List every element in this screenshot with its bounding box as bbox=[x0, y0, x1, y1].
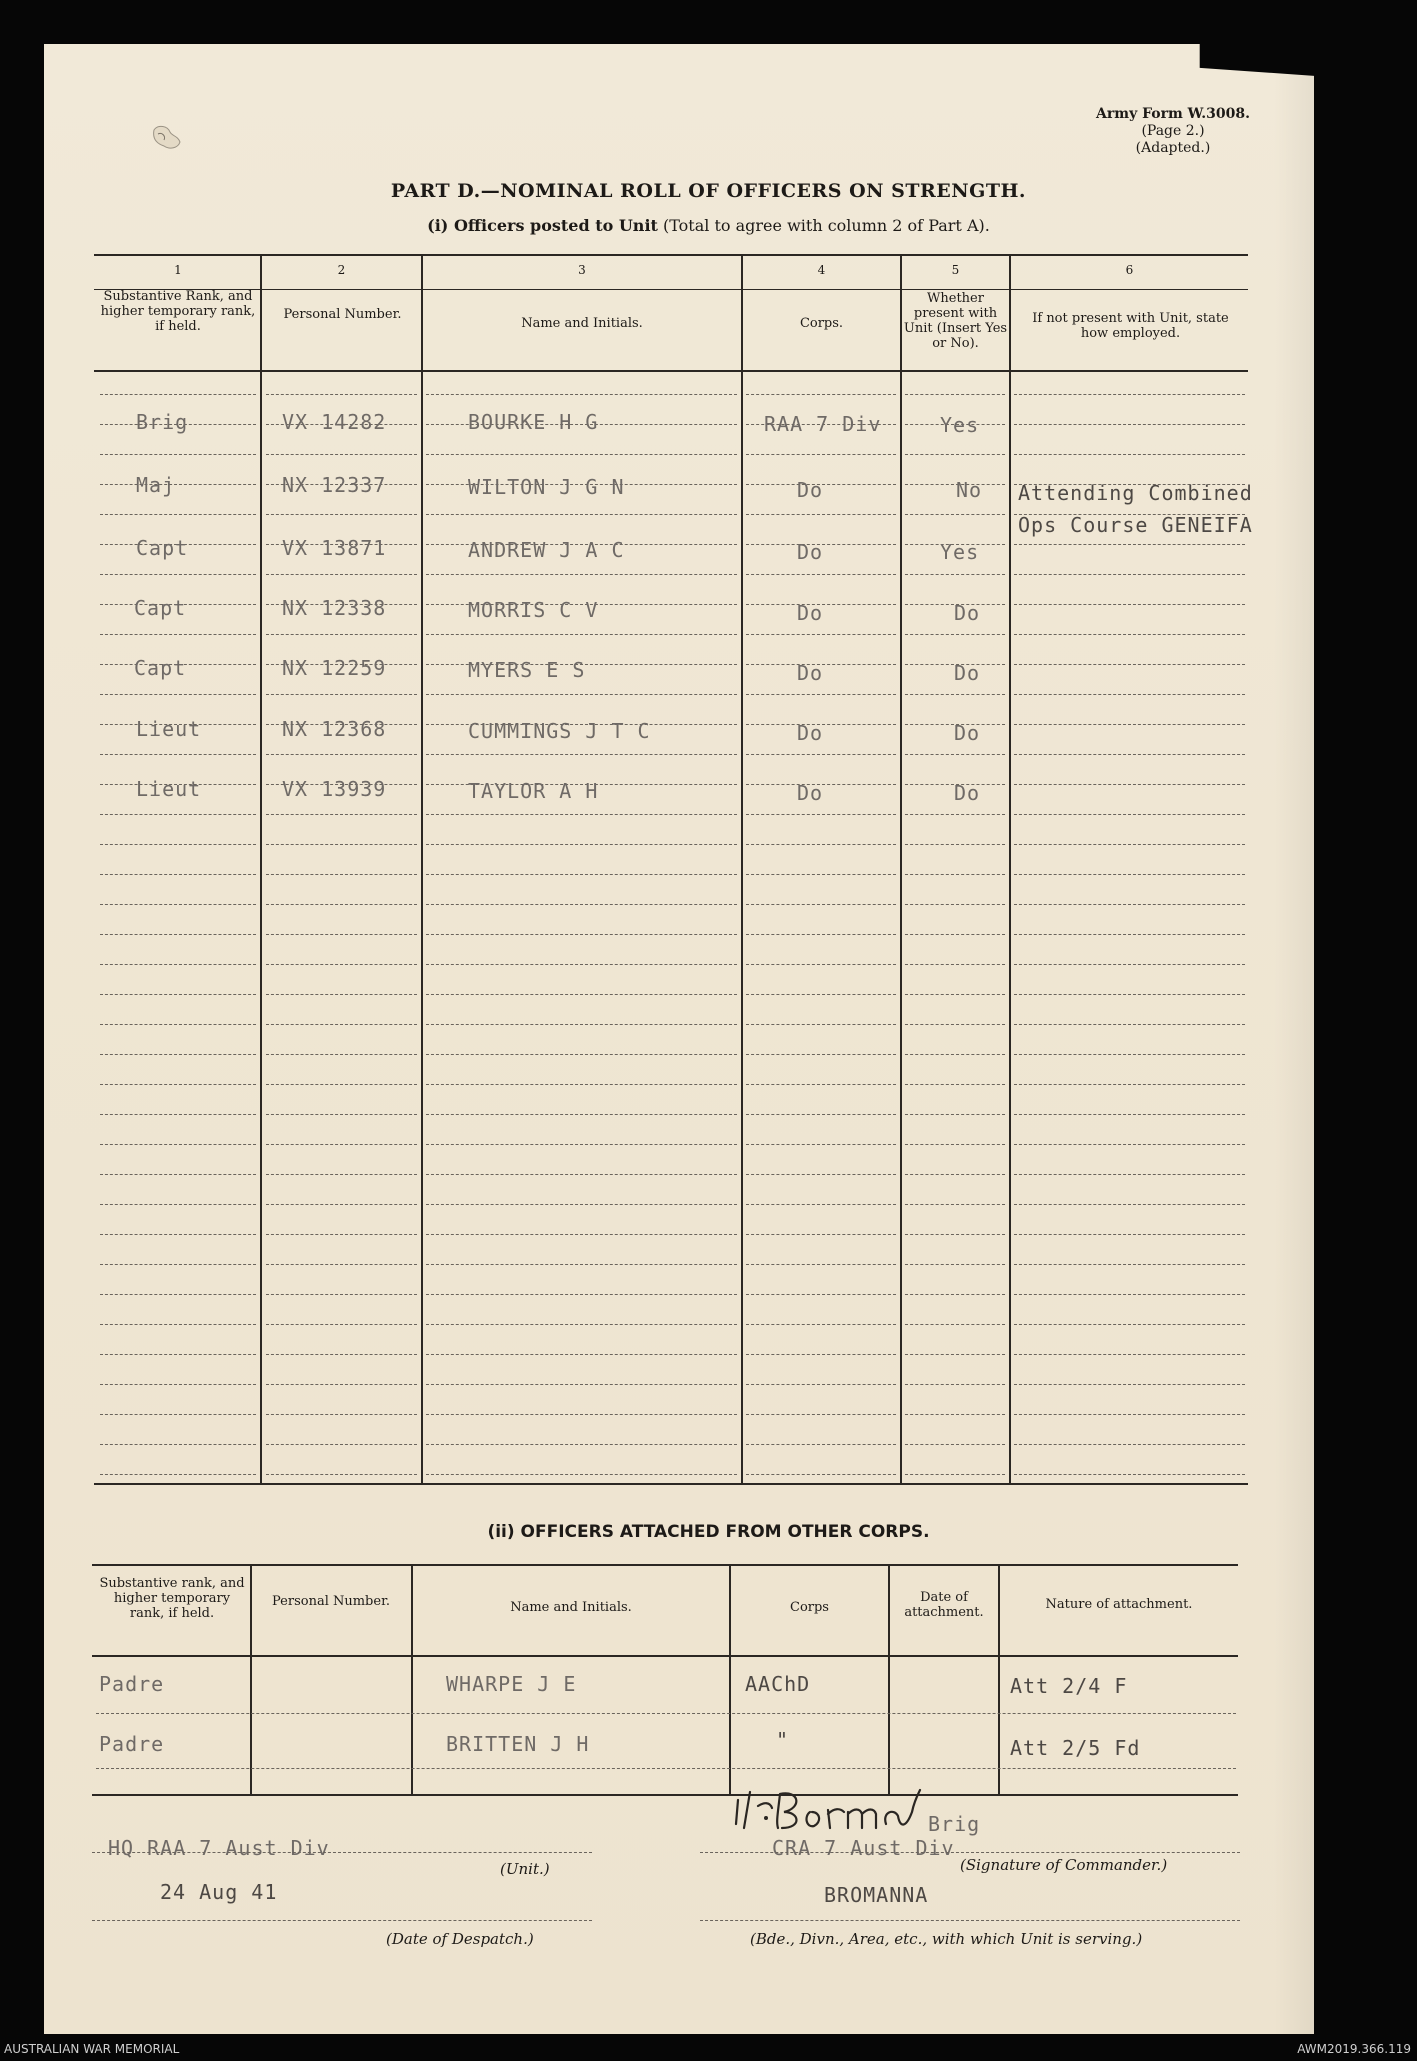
ruled-line-segment bbox=[905, 1324, 1005, 1325]
ruled-line-segment bbox=[266, 694, 417, 695]
ruled-line-segment bbox=[426, 1294, 737, 1295]
ruled-line-segment bbox=[905, 1444, 1005, 1445]
ruled-line-segment bbox=[426, 1084, 737, 1085]
row-corps: Do bbox=[797, 661, 824, 685]
ruled-line-segment bbox=[100, 904, 256, 905]
ruled-line-segment bbox=[266, 1354, 417, 1355]
ruled-line-segment bbox=[1014, 1414, 1245, 1415]
ruled-line-segment bbox=[905, 694, 1005, 695]
row-name: MORRIS C V bbox=[468, 598, 599, 622]
ruled-line-segment bbox=[746, 964, 896, 965]
subtitle-bold: (i) Officers posted to Unit bbox=[427, 216, 658, 235]
ruled-line-segment bbox=[1014, 784, 1245, 785]
serving-value: BROMANNA bbox=[824, 1883, 929, 1907]
ruled-line-segment bbox=[905, 1234, 1005, 1235]
ruled-line-segment bbox=[266, 1264, 417, 1265]
unit-value: HQ RAA 7 Aust Div bbox=[108, 1836, 330, 1860]
row-nature: Att 2/5 Fd bbox=[1010, 1736, 1141, 1760]
ruled-line-segment bbox=[426, 1204, 737, 1205]
ruled-line-segment bbox=[905, 814, 1005, 815]
header-bottom-rule bbox=[94, 370, 1248, 372]
ruled-line-segment bbox=[746, 574, 896, 575]
row-corps: Do bbox=[797, 478, 824, 502]
col-divider-2 bbox=[421, 254, 423, 1484]
ruled-line-segment bbox=[426, 1234, 737, 1235]
row-rank: Lieut bbox=[136, 717, 202, 741]
ruled-line-segment bbox=[266, 634, 417, 635]
row-name: TAYLOR A H bbox=[468, 779, 599, 803]
ruled-line-segment bbox=[266, 844, 417, 845]
ruled-line-segment bbox=[426, 874, 737, 875]
ruled-line-segment bbox=[100, 874, 256, 875]
ruled-line-segment bbox=[426, 394, 737, 395]
ruled-line-segment bbox=[426, 844, 737, 845]
ruled-line-segment bbox=[100, 1174, 256, 1175]
ruled-line-segment bbox=[1014, 754, 1245, 755]
ruled-line-segment bbox=[905, 1174, 1005, 1175]
ruled-line-segment bbox=[905, 394, 1005, 395]
ruled-line-segment bbox=[746, 1174, 896, 1175]
ruled-line-segment bbox=[1014, 424, 1245, 425]
ruled-line-segment bbox=[905, 904, 1005, 905]
ruled-line-segment bbox=[266, 514, 417, 515]
ruled-line-segment bbox=[100, 1264, 256, 1265]
ruled-line-segment bbox=[1014, 1144, 1245, 1145]
ruled-line-segment bbox=[100, 484, 256, 485]
row-employed: Attending Combined bbox=[1018, 481, 1253, 505]
despatch-date-value: 24 Aug 41 bbox=[160, 1880, 278, 1904]
part-ii-header-corps: Corps bbox=[790, 1600, 829, 1615]
colnum-rule bbox=[94, 289, 1248, 290]
ruled-line-segment bbox=[266, 1444, 417, 1445]
archive-credit: AUSTRALIAN WAR MEMORIAL bbox=[4, 2042, 180, 2056]
ruled-line-segment bbox=[1014, 874, 1245, 875]
ruled-line-segment bbox=[905, 1414, 1005, 1415]
ruled-line-segment bbox=[100, 1324, 256, 1325]
ruled-line-segment bbox=[1014, 1444, 1245, 1445]
commander-line bbox=[700, 1852, 1240, 1853]
ruled-line-segment bbox=[1014, 1084, 1245, 1085]
ruled-line-segment bbox=[905, 1054, 1005, 1055]
ruled-line-segment bbox=[746, 754, 896, 755]
ruled-line-segment bbox=[905, 1204, 1005, 1205]
ruled-line-segment bbox=[100, 694, 256, 695]
ruled-line-segment bbox=[905, 1114, 1005, 1115]
part-ii-header-name: Name and Initials. bbox=[510, 1600, 632, 1615]
row-rank: Capt bbox=[134, 656, 187, 680]
ruled-line-segment bbox=[1014, 664, 1245, 665]
colnum-5: 5 bbox=[951, 263, 960, 277]
unit-line bbox=[92, 1852, 592, 1853]
commander-value: CRA 7 Aust Div bbox=[772, 1836, 955, 1860]
ruled-line-segment bbox=[746, 904, 896, 905]
ruled-line-segment bbox=[746, 874, 896, 875]
ruled-line-segment bbox=[746, 1294, 896, 1295]
row-name: ANDREW J A C bbox=[468, 538, 625, 562]
colnum-1: 1 bbox=[174, 263, 182, 277]
ruled-line-segment bbox=[1014, 574, 1245, 575]
ruled-line-segment bbox=[746, 634, 896, 635]
part-ii-bottom-rule bbox=[92, 1794, 1238, 1796]
row-name: WHARPE J E bbox=[446, 1672, 577, 1696]
row-name: CUMMINGS J T C bbox=[468, 719, 651, 743]
row-corps: Do bbox=[797, 540, 824, 564]
header-employed: If not present with Unit, state how employed. bbox=[1032, 311, 1229, 341]
ruled-line-segment bbox=[746, 1414, 896, 1415]
ruled-line-segment bbox=[266, 1084, 417, 1085]
ruled-line-segment bbox=[1014, 1054, 1245, 1055]
ruled-line-segment bbox=[1014, 814, 1245, 815]
ruled-line-segment bbox=[266, 1174, 417, 1175]
row-nature: Att 2/4 F bbox=[1010, 1674, 1128, 1698]
ruled-line-segment bbox=[905, 484, 1005, 485]
form-ref-line2: (Page 2.) bbox=[1141, 123, 1205, 139]
ruled-line-segment bbox=[100, 934, 256, 935]
part-ii-header-rank: Substantive rank, and higher temporary rank, if held. bbox=[99, 1576, 245, 1621]
punch-hole-mark bbox=[148, 122, 186, 154]
col-divider-1 bbox=[260, 254, 262, 1484]
ruled-line-segment bbox=[746, 844, 896, 845]
ruled-line-segment bbox=[426, 634, 737, 635]
ruled-line-segment bbox=[100, 814, 256, 815]
header-personal-number: Personal Number. bbox=[283, 307, 402, 322]
header-name: Name and Initials. bbox=[521, 316, 643, 331]
ruled-line-segment bbox=[426, 1114, 737, 1115]
ruled-line-segment bbox=[100, 1384, 256, 1385]
ruled-line-segment bbox=[746, 934, 896, 935]
ruled-line-segment bbox=[266, 574, 417, 575]
ruled-line-segment bbox=[905, 574, 1005, 575]
ruled-line-segment bbox=[905, 964, 1005, 965]
ruled-line-segment bbox=[1014, 454, 1245, 455]
row-name: BRITTEN J H bbox=[446, 1732, 590, 1756]
ruled-line-segment bbox=[1014, 394, 1245, 395]
part-ii-divider-2 bbox=[411, 1564, 413, 1795]
row-corps: AAChD bbox=[745, 1672, 811, 1696]
ruled-line-segment bbox=[746, 1024, 896, 1025]
unit-label: (Unit.) bbox=[500, 1860, 550, 1878]
ruled-line-segment bbox=[746, 1204, 896, 1205]
part-ii-header-rule bbox=[92, 1655, 1238, 1657]
colnum-2: 2 bbox=[337, 263, 346, 277]
ruled-line-segment bbox=[266, 754, 417, 755]
ruled-line-segment bbox=[905, 1384, 1005, 1385]
ruled-line-segment bbox=[426, 514, 737, 515]
ruled-line-segment bbox=[1014, 544, 1245, 545]
ruled-line-segment bbox=[426, 1324, 737, 1325]
ruled-line-segment bbox=[1014, 724, 1245, 725]
ruled-line-segment bbox=[426, 574, 737, 575]
part-ii-header-number: Personal Number. bbox=[272, 1594, 390, 1609]
form-ref-line3: (Adapted.) bbox=[1135, 140, 1211, 156]
ruled-line-segment bbox=[1014, 934, 1245, 935]
ruled-line-segment bbox=[266, 934, 417, 935]
ruled-line-segment bbox=[746, 1114, 896, 1115]
col-divider-4 bbox=[900, 254, 902, 1484]
ruled-line-segment bbox=[746, 1474, 896, 1475]
ruled-line-segment bbox=[426, 1444, 737, 1445]
form-reference bbox=[1088, 106, 1258, 157]
ruled-line-segment bbox=[746, 1324, 896, 1325]
ruled-line-segment bbox=[905, 1354, 1005, 1355]
ruled-line-segment bbox=[266, 964, 417, 965]
ruled-line-segment bbox=[1014, 604, 1245, 605]
ruled-line-segment bbox=[746, 1384, 896, 1385]
ruled-line-segment bbox=[426, 1474, 737, 1475]
ruled-line-segment bbox=[1014, 1234, 1245, 1235]
ruled-line-segment bbox=[426, 904, 737, 905]
ruled-line-segment bbox=[746, 1354, 896, 1355]
ruled-line-segment bbox=[100, 634, 256, 635]
ruled-line-segment bbox=[905, 934, 1005, 935]
ruled-line-segment bbox=[266, 1234, 417, 1235]
ruled-line-segment bbox=[746, 1054, 896, 1055]
row-present: Do bbox=[954, 781, 981, 805]
colnum-4: 4 bbox=[817, 263, 826, 277]
ruled-line-segment bbox=[266, 1114, 417, 1115]
row-number: NX 12338 bbox=[282, 596, 387, 620]
ruled-line-segment bbox=[100, 1084, 256, 1085]
ruled-line-segment bbox=[746, 1444, 896, 1445]
ruled-line-segment bbox=[100, 514, 256, 515]
row-rank: Padre bbox=[99, 1672, 165, 1696]
ruled-line-segment bbox=[1014, 964, 1245, 965]
row-number: NX 12368 bbox=[282, 717, 387, 741]
ruled-line-segment bbox=[1014, 1354, 1245, 1355]
row-employed: Ops Course GENEIFA bbox=[1018, 513, 1253, 537]
ruled-line-segment bbox=[426, 1264, 737, 1265]
row-corps: Do bbox=[797, 781, 824, 805]
ruled-line-segment bbox=[100, 454, 256, 455]
row-present: Yes bbox=[940, 540, 980, 564]
ruled-line-segment bbox=[100, 844, 256, 845]
ruled-line-segment bbox=[1014, 1474, 1245, 1475]
ruled-line-segment bbox=[746, 454, 896, 455]
row-present: Yes bbox=[940, 413, 980, 437]
ruled-line-segment bbox=[746, 394, 896, 395]
part-ii-header-nature: Nature of attachment. bbox=[1045, 1597, 1193, 1612]
ruled-line-segment bbox=[905, 874, 1005, 875]
serving-label: (Bde., Divn., Area, etc., with which Unit is serving.) bbox=[750, 1930, 1143, 1948]
ruled-line-segment bbox=[1014, 1174, 1245, 1175]
ruled-line-segment bbox=[100, 1204, 256, 1205]
ruled-line-segment bbox=[426, 454, 737, 455]
ruled-line-segment bbox=[100, 964, 256, 965]
row-rank: Maj bbox=[136, 473, 176, 497]
row-rank: Padre bbox=[99, 1732, 165, 1756]
ruled-line-segment bbox=[905, 1144, 1005, 1145]
row-rank: Lieut bbox=[136, 777, 202, 801]
ruled-line-segment bbox=[746, 694, 896, 695]
ruled-line-segment bbox=[426, 1414, 737, 1415]
ruled-line-segment bbox=[100, 1444, 256, 1445]
ruled-line-segment bbox=[1014, 1294, 1245, 1295]
ruled-line-segment bbox=[426, 1384, 737, 1385]
col-divider-5 bbox=[1009, 254, 1011, 1484]
ruled-line-segment bbox=[746, 814, 896, 815]
ruled-line-segment bbox=[905, 514, 1005, 515]
ruled-line-segment bbox=[905, 634, 1005, 635]
ruled-line-segment bbox=[1014, 1324, 1245, 1325]
colnum-6: 6 bbox=[1125, 263, 1134, 277]
ruled-line-segment bbox=[266, 454, 417, 455]
ruled-line-segment bbox=[100, 1474, 256, 1475]
form-ref-line1: Army Form W.3008. bbox=[1096, 106, 1250, 122]
signature-text: H.G.Bourke bbox=[720, 1772, 726, 1773]
header-present: Whether present with Unit (Insert Yes or No). bbox=[903, 291, 1008, 351]
ruled-line-segment bbox=[100, 394, 256, 395]
ruled-line-segment bbox=[746, 514, 896, 515]
ruled-line-segment bbox=[905, 844, 1005, 845]
row-present: Do bbox=[954, 721, 981, 745]
row-name: MYERS E S bbox=[468, 658, 586, 682]
ruled-line-segment bbox=[905, 1474, 1005, 1475]
part-ii-top-rule bbox=[92, 1564, 1238, 1566]
table-top-rule bbox=[94, 254, 1248, 256]
ruled-line-segment bbox=[426, 1054, 737, 1055]
ruled-line-segment bbox=[266, 1024, 417, 1025]
row-present: Do bbox=[954, 601, 981, 625]
ruled-line-segment bbox=[746, 1144, 896, 1145]
row-rank: Brig bbox=[136, 410, 189, 434]
ruled-line-segment bbox=[746, 1264, 896, 1265]
subtitle-rest: (Total to agree with column 2 of Part A). bbox=[657, 216, 990, 235]
row-name: BOURKE H G bbox=[468, 410, 599, 434]
ruled-line-segment bbox=[426, 964, 737, 965]
table-bottom-rule bbox=[94, 1483, 1248, 1485]
ruled-line-segment bbox=[100, 1234, 256, 1235]
row-number: NX 12337 bbox=[282, 473, 387, 497]
ruled-line-segment bbox=[1014, 904, 1245, 905]
ruled-line-segment bbox=[746, 1234, 896, 1235]
ruled-line-segment bbox=[905, 1294, 1005, 1295]
part-ii-divider-3 bbox=[729, 1564, 731, 1795]
ruled-line-segment bbox=[426, 994, 737, 995]
ruled-line-segment bbox=[1014, 1024, 1245, 1025]
ruled-line-segment bbox=[426, 1354, 737, 1355]
ruled-line-segment bbox=[100, 574, 256, 575]
part-ii-ruled-line bbox=[96, 1768, 1236, 1769]
ruled-line-segment bbox=[266, 1144, 417, 1145]
ruled-line-segment bbox=[1014, 634, 1245, 635]
ruled-line-segment bbox=[426, 1174, 737, 1175]
ruled-line-segment bbox=[905, 994, 1005, 995]
ruled-line-segment bbox=[100, 1294, 256, 1295]
row-present: Do bbox=[954, 661, 981, 685]
row-corps: Do bbox=[797, 601, 824, 625]
date-line bbox=[92, 1920, 592, 1921]
ruled-line-segment bbox=[905, 1024, 1005, 1025]
part-d-title: PART D.—NOMINAL ROLL OF OFFICERS ON STRENGTH. bbox=[390, 180, 1027, 202]
ruled-line-segment bbox=[746, 994, 896, 995]
part-ii-header-date: Date of attachment. bbox=[904, 1590, 984, 1620]
ruled-line-segment bbox=[1014, 1264, 1245, 1265]
ruled-line-segment bbox=[266, 394, 417, 395]
ruled-line-segment bbox=[100, 994, 256, 995]
ruled-line-segment bbox=[1014, 1204, 1245, 1205]
ruled-line-segment bbox=[266, 904, 417, 905]
ruled-line-segment bbox=[905, 454, 1005, 455]
row-number: VX 13871 bbox=[282, 536, 387, 560]
part-d-subtitle bbox=[0, 216, 1417, 235]
ruled-line-segment bbox=[1014, 994, 1245, 995]
ruled-line-segment bbox=[1014, 694, 1245, 695]
ruled-line-segment bbox=[100, 1144, 256, 1145]
row-rank: Capt bbox=[136, 536, 189, 560]
despatch-date-label: (Date of Despatch.) bbox=[386, 1930, 534, 1948]
ruled-line-segment bbox=[100, 1354, 256, 1355]
col-divider-3 bbox=[741, 254, 743, 1484]
ruled-line-segment bbox=[746, 1084, 896, 1085]
ruled-line-segment bbox=[266, 994, 417, 995]
archive-id: AWM2019.366.119 bbox=[1297, 2042, 1411, 2056]
ruled-line-segment bbox=[426, 1024, 737, 1025]
header-corps: Corps. bbox=[799, 316, 844, 331]
ruled-line-segment bbox=[266, 1054, 417, 1055]
ruled-line-segment bbox=[266, 1474, 417, 1475]
ruled-line-segment bbox=[1014, 844, 1245, 845]
ruled-line-segment bbox=[1014, 1384, 1245, 1385]
row-corps: RAA 7 Div bbox=[764, 412, 882, 436]
colnum-3: 3 bbox=[578, 263, 586, 277]
ruled-line-segment bbox=[905, 1084, 1005, 1085]
ruled-line-segment bbox=[905, 754, 1005, 755]
commander-label: (Signature of Commander.) bbox=[960, 1856, 1168, 1874]
ruled-line-segment bbox=[1014, 1114, 1245, 1115]
ruled-line-segment bbox=[266, 814, 417, 815]
part-ii-divider-1 bbox=[250, 1564, 252, 1795]
ruled-line-segment bbox=[426, 754, 737, 755]
ruled-line-segment bbox=[100, 754, 256, 755]
row-corps: Do bbox=[797, 721, 824, 745]
part-ii-ruled-line bbox=[96, 1713, 1236, 1714]
ruled-line-segment bbox=[266, 1414, 417, 1415]
serving-line bbox=[700, 1920, 1240, 1921]
row-number: VX 14282 bbox=[282, 410, 387, 434]
row-corps: " bbox=[776, 1728, 790, 1752]
ruled-line-segment bbox=[426, 1144, 737, 1145]
row-rank: Capt bbox=[134, 596, 187, 620]
commander-rank: Brig bbox=[928, 1812, 981, 1836]
ruled-line-segment bbox=[100, 1114, 256, 1115]
ruled-line-segment bbox=[266, 1324, 417, 1325]
ruled-line-segment bbox=[266, 874, 417, 875]
row-name: WILTON J G N bbox=[468, 475, 625, 499]
ruled-line-segment bbox=[426, 934, 737, 935]
row-present: No bbox=[956, 478, 983, 502]
row-number: NX 12259 bbox=[282, 656, 387, 680]
ruled-line-segment bbox=[266, 1384, 417, 1385]
part-ii-title: (ii) OFFICERS ATTACHED FROM OTHER CORPS. bbox=[487, 1522, 930, 1542]
ruled-line-segment bbox=[905, 1264, 1005, 1265]
ruled-line-segment bbox=[100, 1054, 256, 1055]
header-rank: Substantive Rank, and higher temporary rank, if held. bbox=[100, 289, 256, 334]
ruled-line-segment bbox=[426, 694, 737, 695]
ruled-line-segment bbox=[266, 1294, 417, 1295]
ruled-line-segment bbox=[426, 814, 737, 815]
ruled-line-segment bbox=[100, 1414, 256, 1415]
row-number: VX 13939 bbox=[282, 777, 387, 801]
ruled-line-segment bbox=[100, 1024, 256, 1025]
ruled-line-segment bbox=[266, 1204, 417, 1205]
